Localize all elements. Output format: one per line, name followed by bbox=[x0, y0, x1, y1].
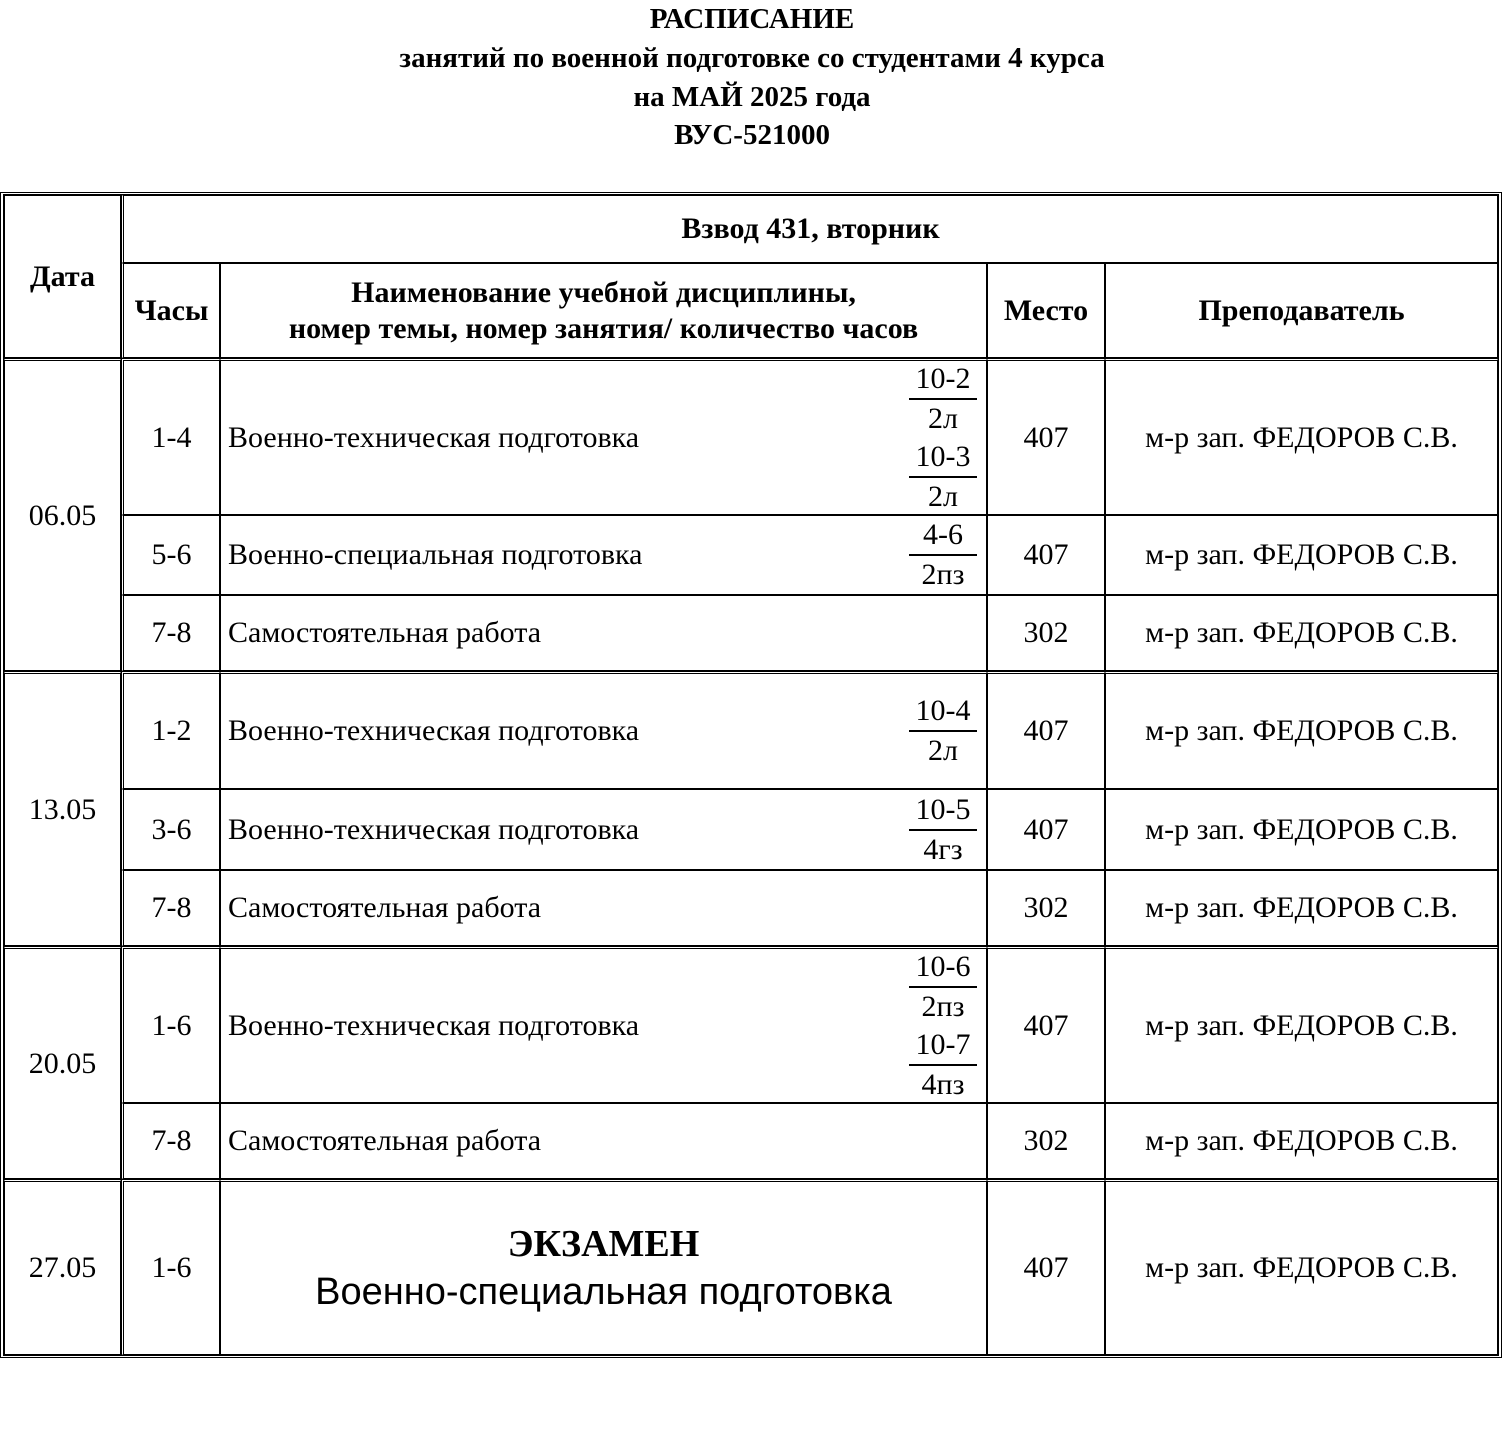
discipline-name: Военно-техническая подготовка bbox=[228, 714, 640, 747]
lesson-code bbox=[909, 360, 977, 438]
topic-lesson-number: 10-6 bbox=[909, 948, 977, 988]
teacher-cell: м-р зап. ФЕДОРОВ С.В. bbox=[1105, 595, 1498, 671]
hours-cell: 7-8 bbox=[121, 1103, 220, 1179]
teacher-cell: м-р зап. ФЕДОРОВ С.В. bbox=[1105, 870, 1498, 946]
lesson-code bbox=[909, 948, 977, 1026]
teacher-cell: м-р зап. ФЕДОРОВ С.В. bbox=[1105, 358, 1498, 515]
lesson-codes bbox=[909, 949, 977, 1102]
header-subtitle: занятий по военной подготовке со студентами 4 курса bbox=[399, 42, 1105, 74]
hours-cell: 7-8 bbox=[121, 595, 220, 671]
schedule-row bbox=[4, 515, 1498, 595]
topic-lesson-number: 10-4 bbox=[909, 692, 977, 732]
discipline-name: Военно-техническая подготовка bbox=[228, 1008, 640, 1042]
topic-lesson-number: 10-7 bbox=[909, 1026, 977, 1066]
header-title: РАСПИСАНИЕ bbox=[649, 3, 855, 35]
lesson-codes bbox=[909, 361, 977, 514]
lesson-code bbox=[909, 1026, 977, 1104]
discipline-cell bbox=[220, 789, 987, 870]
place-cell: 407 bbox=[987, 789, 1105, 870]
schedule-row bbox=[4, 1103, 1498, 1179]
hours-cell: 7-8 bbox=[121, 870, 220, 946]
place-cell: 407 bbox=[987, 515, 1105, 595]
date-cell: 13.05 bbox=[4, 671, 121, 946]
column-header-teacher: Преподаватель bbox=[1105, 263, 1498, 358]
discipline-name: Самостоятельная работа bbox=[228, 891, 542, 924]
column-header-hours: Часы bbox=[121, 263, 220, 358]
column-header-discipline-line2: номер темы, номер занятия/ количество часов bbox=[288, 311, 919, 345]
exam-place-cell: 407 bbox=[987, 1179, 1105, 1355]
exam-discipline: Военно-специальная подготовка bbox=[315, 1271, 892, 1313]
teacher-cell: м-р зап. ФЕДОРОВ С.В. bbox=[1105, 789, 1498, 870]
hours-cell: 1-6 bbox=[121, 946, 220, 1103]
schedule-row bbox=[4, 595, 1498, 671]
schedule-body bbox=[4, 358, 1498, 1355]
place-cell: 302 bbox=[987, 595, 1105, 671]
date-cell: 06.05 bbox=[4, 358, 121, 671]
discipline-name: Самостоятельная работа bbox=[228, 1124, 542, 1157]
place-cell: 407 bbox=[987, 671, 1105, 789]
topic-lesson-number: 10-2 bbox=[909, 360, 977, 400]
discipline-name: Военно-специальная подготовка bbox=[228, 538, 643, 571]
header-month: на МАЙ 2025 года bbox=[633, 81, 871, 113]
hours-cell: 5-6 bbox=[121, 515, 220, 595]
place-cell: 407 bbox=[987, 946, 1105, 1103]
teacher-cell: м-р зап. ФЕДОРОВ С.В. bbox=[1105, 1103, 1498, 1179]
place-cell: 302 bbox=[987, 1103, 1105, 1179]
place-cell: 302 bbox=[987, 870, 1105, 946]
schedule-row bbox=[4, 358, 1498, 515]
lesson-codes bbox=[909, 674, 977, 788]
schedule-table bbox=[0, 192, 1502, 1358]
discipline-cell bbox=[220, 1103, 987, 1179]
discipline-name: Военно-техническая подготовка bbox=[228, 420, 640, 454]
lesson-codes bbox=[909, 790, 977, 869]
discipline-cell bbox=[220, 671, 987, 789]
lesson-hours-type: 4пз bbox=[921, 1067, 965, 1101]
lesson-code bbox=[909, 516, 977, 594]
date-cell: 20.05 bbox=[4, 946, 121, 1179]
lesson-hours-type: 2л bbox=[928, 401, 958, 435]
schedule-row bbox=[4, 789, 1498, 870]
lesson-code bbox=[909, 791, 977, 869]
schedule-row bbox=[4, 870, 1498, 946]
discipline-cell bbox=[220, 946, 987, 1103]
discipline-name: Самостоятельная работа bbox=[228, 616, 542, 649]
group-title: Взвод 431, вторник bbox=[121, 195, 1498, 263]
lesson-hours-type: 2пз bbox=[921, 989, 965, 1023]
hours-cell: 3-6 bbox=[121, 789, 220, 870]
topic-lesson-number: 4-6 bbox=[909, 516, 977, 556]
topic-lesson-number: 10-5 bbox=[909, 791, 977, 831]
schedule-row bbox=[4, 946, 1498, 1103]
lesson-codes bbox=[909, 516, 977, 594]
teacher-cell: м-р зап. ФЕДОРОВ С.В. bbox=[1105, 515, 1498, 595]
lesson-code bbox=[909, 692, 977, 770]
lesson-hours-type: 4гз bbox=[923, 832, 963, 866]
hours-cell: 1-4 bbox=[121, 358, 220, 515]
header-specialty-code: ВУС-521000 bbox=[674, 119, 830, 151]
column-header-discipline-line1: Наименование учебной дисциплины, bbox=[351, 275, 856, 309]
lesson-hours-type: 2пз bbox=[921, 558, 965, 591]
exam-title: ЭКЗАМЕН bbox=[507, 1223, 700, 1265]
teacher-cell: м-р зап. ФЕДОРОВ С.В. bbox=[1105, 946, 1498, 1103]
discipline-cell bbox=[220, 515, 987, 595]
lesson-hours-type: 2л bbox=[928, 734, 958, 767]
discipline-name: Военно-техническая подготовка bbox=[228, 812, 640, 846]
lesson-hours-type: 2л bbox=[928, 479, 958, 513]
discipline-cell bbox=[220, 358, 987, 515]
place-cell: 407 bbox=[987, 358, 1105, 515]
exam-date-cell: 27.05 bbox=[4, 1179, 121, 1355]
column-header-date: Дата bbox=[4, 195, 121, 358]
discipline-cell bbox=[220, 595, 987, 671]
exam-teacher-cell: м-р зап. ФЕДОРОВ С.В. bbox=[1105, 1179, 1498, 1355]
discipline-cell bbox=[220, 870, 987, 946]
topic-lesson-number: 10-3 bbox=[909, 438, 977, 478]
hours-cell: 1-2 bbox=[121, 671, 220, 789]
column-header-discipline bbox=[220, 263, 987, 358]
lesson-code bbox=[909, 438, 977, 516]
exam-discipline-cell bbox=[220, 1179, 987, 1355]
exam-row bbox=[4, 1179, 1498, 1355]
schedule-row bbox=[4, 671, 1498, 789]
teacher-cell: м-р зап. ФЕДОРОВ С.В. bbox=[1105, 671, 1498, 789]
exam-hours-cell: 1-6 bbox=[121, 1179, 220, 1355]
column-header-place: Место bbox=[987, 263, 1105, 358]
